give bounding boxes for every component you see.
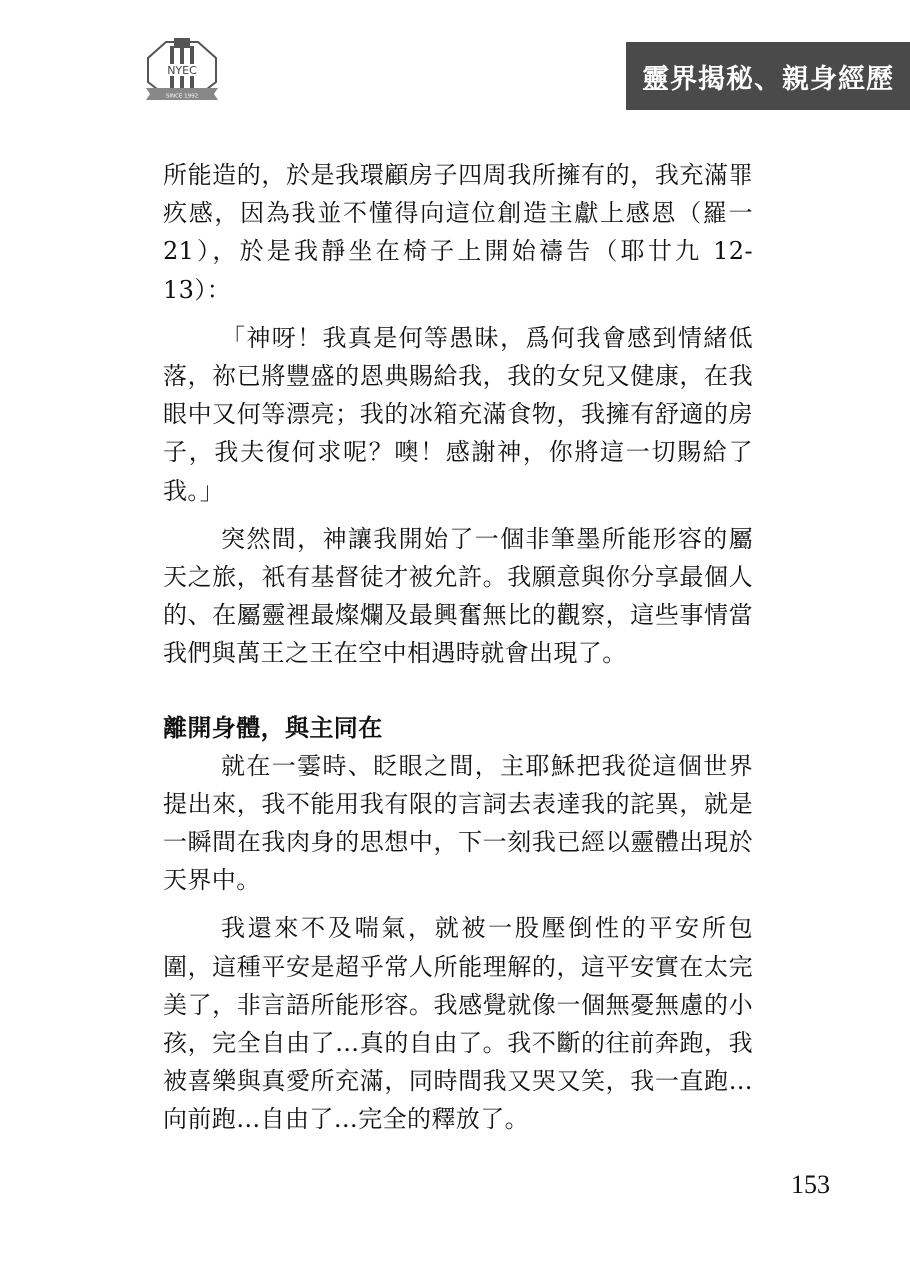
chapter-title-banner bbox=[626, 42, 910, 110]
paragraph-continued: 所能造的，於是我環顧房子四周我所擁有的，我充滿罪疚感，因為我並不懂得向這位創造主獻上感恩（羅一 21），於是我靜坐在椅子上開始禱告（耶廿九 12-13）： bbox=[163, 161, 753, 304]
svg-text:SINCE 1992: SINCE 1992 bbox=[165, 93, 199, 100]
paragraph-journey: 突然間，神讓我開始了一個非筆墨所能形容的屬天之旅，衹有基督徒才被允許。我願意與你分享最個人的、在屬靈裡最燦爛及最興奮無比的觀察，這些事情當我們與萬王之王在空中相遇時就會出現了。 bbox=[163, 524, 753, 668]
svg-text:NYEC: NYEC bbox=[167, 64, 197, 77]
paragraph-prayer: 「神呀！我真是何等愚昧，爲何我會感到情緒低落，祢已將豐盛的恩典賜給我，我的女兒又健康，在我眼中又何等漂亮；我的冰箱充滿食物，我擁有舒適的房子，我夫復何求呢？噢！感謝神，你將這一切賜給了我。」 bbox=[163, 323, 753, 505]
nyec-logo bbox=[140, 36, 224, 108]
logo-emblem-icon bbox=[140, 36, 224, 108]
chapter-title: 靈界揭秘、親身經歷 bbox=[642, 63, 894, 95]
paragraph-lifted-up: 就在一霎時、眨眼之間，主耶穌把我從這個世界提出來，我不能用我有限的言詞去表達我的詫異，就是一瞬間在我肉身的思想中，下一刻我已經以靈體出現於天界中。 bbox=[163, 751, 753, 895]
paragraph-peace: 我還來不及喘氣，就被一股壓倒性的平安所包圍，這種平安是超乎常人所能理解的，這平安實在太完美了，非言語所能形容。我感覺就像一個無憂無慮的小孩，完全自由了…真的自由了。我不斷的往前奔跑，我被喜樂與真愛所充滿，同時間我又哭又笑，我一直跑…向前跑…自由了…完全的釋放了。 bbox=[163, 914, 753, 1134]
page-number: 153 bbox=[791, 1170, 830, 1199]
section-heading: 離開身體，與主同在 bbox=[163, 713, 383, 742]
page-content bbox=[163, 156, 753, 1139]
